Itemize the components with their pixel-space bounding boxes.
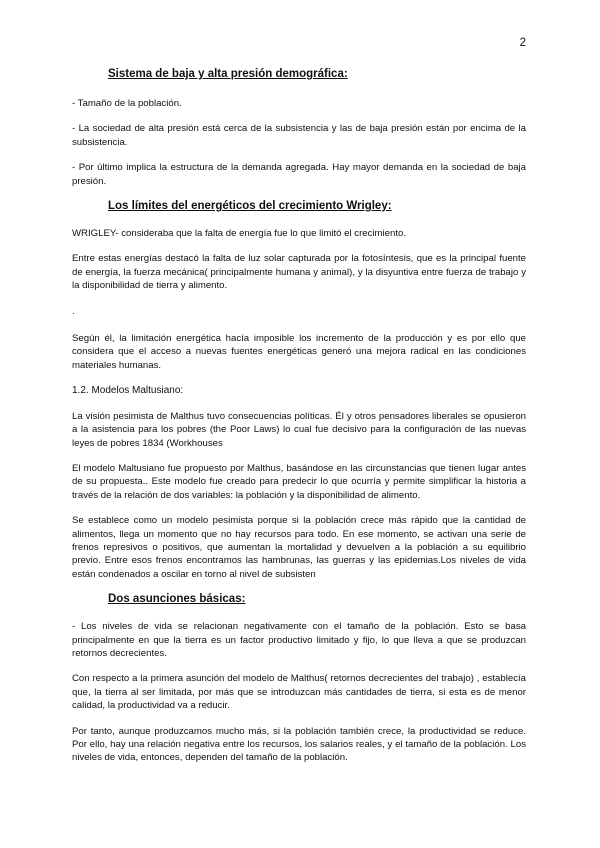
paragraph: Entre estas energías destacó la falta de luz solar capturada por la fotosíntesis, que es la principal fuente de energía, la fuerza mecánica( principalmente humana y animal), y la disyuntiva entre fuerza de trabajo y la disponibilidad de tierra y alimento. — [72, 253, 526, 292]
subsection-heading-modelos-maltusiano: 1.2. Modelos Maltusiano: — [72, 385, 184, 397]
section-heading-presion-demografica: Sistema de baja y alta presión demográfica: — [108, 68, 348, 80]
paragraph: - Los niveles de vida se relacionan negativamente con el tamaño de la población. Esto se basa principalmente en que la tierra es un factor productivo limitado y fijo, lo que lleva a que se produzcan retornos decrecientes. — [72, 621, 526, 659]
paragraph: La visión pesimista de Malthus tuvo consecuencias políticas. Él y otros pensadores liberales se opusieron a la asistencia para los pobres (the Poor Laws) lo cual fue decisivo para la configuración de las nuevas leyes de pobres 1834 (Workhouses — [72, 410, 526, 449]
document-body — [72, 68, 526, 777]
paragraph: . — [72, 305, 75, 317]
section-heading-limites-energeticos: Los límites del energéticos del crecimiento Wrigley: — [108, 200, 392, 213]
paragraph: El modelo Maltusiano fue propuesto por Malthus, basándose en las circunstancias que tienen lugar antes de su propuesta.. Este modelo fue creado para predecir lo que ocurría y permite simplificar la historia a través de la relación de dos variables: la población y la disponibilidad de alimento. — [72, 462, 526, 501]
page-number: 2 — [519, 37, 526, 49]
paragraph: - Por último implica la estructura de la demanda agregada. Hay mayor demanda en la sociedad de baja presión. — [72, 162, 526, 187]
paragraph: - La sociedad de alta presión está cerca de la subsistencia y las de baja presión están por encima de la subsistencia. — [72, 123, 526, 148]
paragraph: WRIGLEY- consideraba que la falta de energía fue lo que limitó el crecimiento. — [72, 228, 407, 240]
paragraph: Por tanto, aunque produzcamos mucho más, si la población también crece, la productividad se reduce. Por ello, hay una relación negativa entre los recursos, los salarios reales, y el tamaño de la población. Los niveles de vida, entonces, dependen del tamaño de la población. — [72, 725, 526, 764]
paragraph: Con respecto a la primera asunción del modelo de Malthus( retornos decrecientes del trabajo) , establecía que, la tierra al ser limitada, por más que se introduzcan más cantidades de tierra, si esta es de menor calidad, la productividad va a reducir. — [72, 673, 526, 712]
paragraph: - Tamaño de la población. — [72, 98, 182, 109]
paragraph: Se establece como un modelo pesimista porque si la población crece más rápido que la cantidad de alimentos, llega un momento que no hay recursos para todo. En ese momento, se activan una serie de frenos represivos o positivos, que aumentan la mortalidad y devuelven a la población a su equilibrio previo. Entre esos frenos encontramos las hambrunas, las guerras y las epidemias.Los niveles de vida están condenados a oscilar en torno al nivel de subsisten — [72, 515, 526, 580]
section-heading-dos-asunciones: Dos asunciones básicas: — [108, 593, 246, 606]
paragraph: Según él, la limitación energética hacía imposible los incremento de la producción y es por ello que considera que el acceso a nuevas fuentes energéticas generó una mejora radical en las condiciones materiales humanas. — [72, 333, 526, 371]
